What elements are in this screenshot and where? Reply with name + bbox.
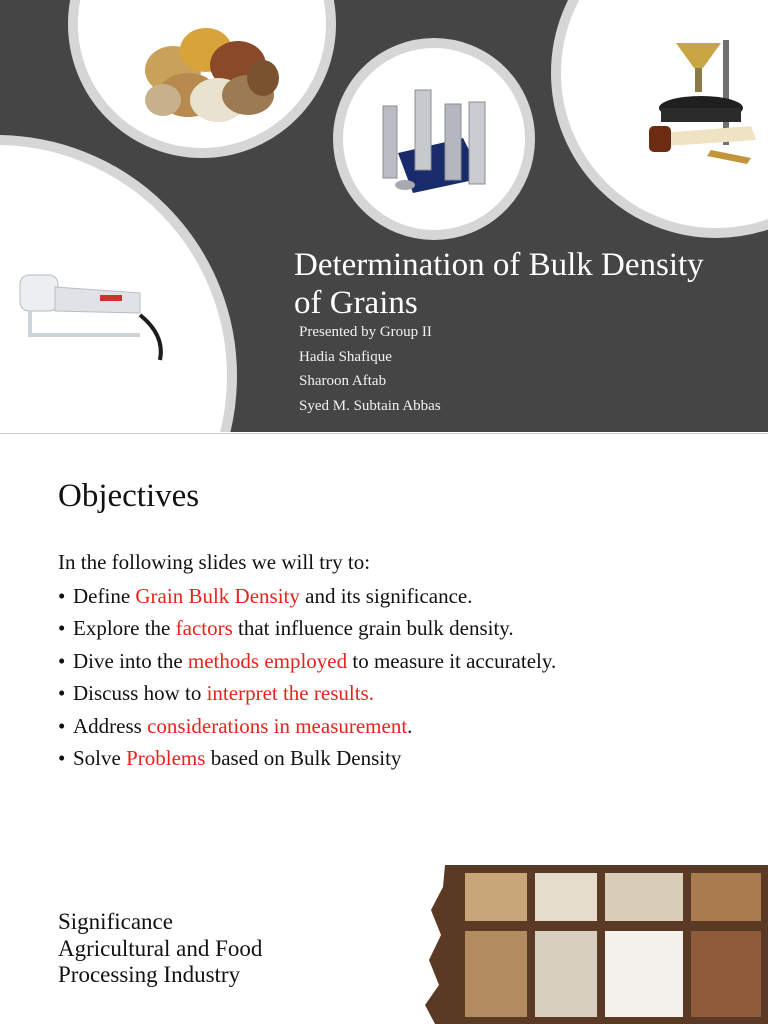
- objective-item: [58, 645, 556, 677]
- objective-text: Address: [73, 713, 148, 738]
- objective-text: .: [407, 713, 413, 738]
- objective-text: to measure it accurately.: [347, 648, 557, 673]
- moisture-meter-image: [0, 135, 237, 432]
- title-line-1: Determination of Bulk Density: [294, 247, 704, 283]
- significance-slide: [0, 833, 768, 1024]
- objective-highlight: considerations in measurement: [147, 713, 408, 738]
- objective-item: [58, 580, 556, 612]
- bullet-marker: •: [58, 746, 66, 771]
- objectives-intro: In the following slides we will try to:: [58, 550, 371, 574]
- objective-text: Explore the: [73, 616, 176, 641]
- objective-item: [58, 710, 556, 742]
- objective-item: [58, 612, 556, 644]
- density-cylinders-image: [333, 38, 535, 240]
- objective-text: Discuss how to: [73, 681, 207, 706]
- significance-line: Processing Industry: [58, 962, 241, 987]
- title-line-2: of Grains: [294, 285, 418, 321]
- presenter-name: Hadia Shafique: [299, 348, 392, 365]
- objective-text: Define: [73, 584, 136, 608]
- funnel-apparatus-image: [551, 0, 768, 238]
- grain-piles-illustration: [78, 0, 326, 148]
- objective-highlight: methods employed: [187, 648, 348, 673]
- cylinders-illustration: [343, 48, 525, 230]
- objective-text: that influence grain bulk density.: [232, 616, 514, 641]
- objectives-heading: Objectives: [58, 478, 200, 514]
- presentation-title: [294, 246, 754, 322]
- objective-highlight: interpret the results.: [206, 681, 374, 706]
- objective-item: [58, 742, 556, 774]
- presenters-list: [299, 320, 441, 418]
- grain-tray-image: [425, 865, 768, 1024]
- grain-samples-image: [68, 0, 336, 158]
- objective-highlight: factors: [175, 616, 233, 641]
- objective-highlight: Grain Bulk Density: [135, 584, 300, 608]
- objective-text: based on Bulk Density: [205, 746, 402, 771]
- objective-text: Solve: [73, 746, 127, 771]
- objective-text: and its significance.: [299, 584, 473, 608]
- bullet-marker: •: [58, 616, 66, 641]
- title-slide: [0, 0, 768, 432]
- significance-line: Significance: [58, 909, 173, 934]
- significance-heading: [58, 909, 262, 989]
- objectives-list: [58, 580, 556, 774]
- bullet-marker: •: [58, 584, 66, 608]
- bullet-marker: •: [58, 681, 66, 706]
- presenter-name: Syed M. Subtain Abbas: [299, 397, 441, 414]
- funnel-apparatus-illustration: [561, 0, 768, 228]
- objective-item: [58, 677, 556, 709]
- objective-highlight: Problems: [126, 746, 206, 771]
- presenter-name: Sharoon Aftab: [299, 373, 387, 389]
- probe-device-illustration: [0, 145, 227, 432]
- presenter-group: Presented by Group II: [299, 324, 432, 340]
- objectives-slide: [0, 433, 768, 834]
- bullet-marker: •: [58, 648, 66, 673]
- bullet-marker: •: [58, 713, 66, 738]
- objective-text: Dive into the: [73, 648, 188, 673]
- significance-line: Agricultural and Food: [58, 935, 263, 961]
